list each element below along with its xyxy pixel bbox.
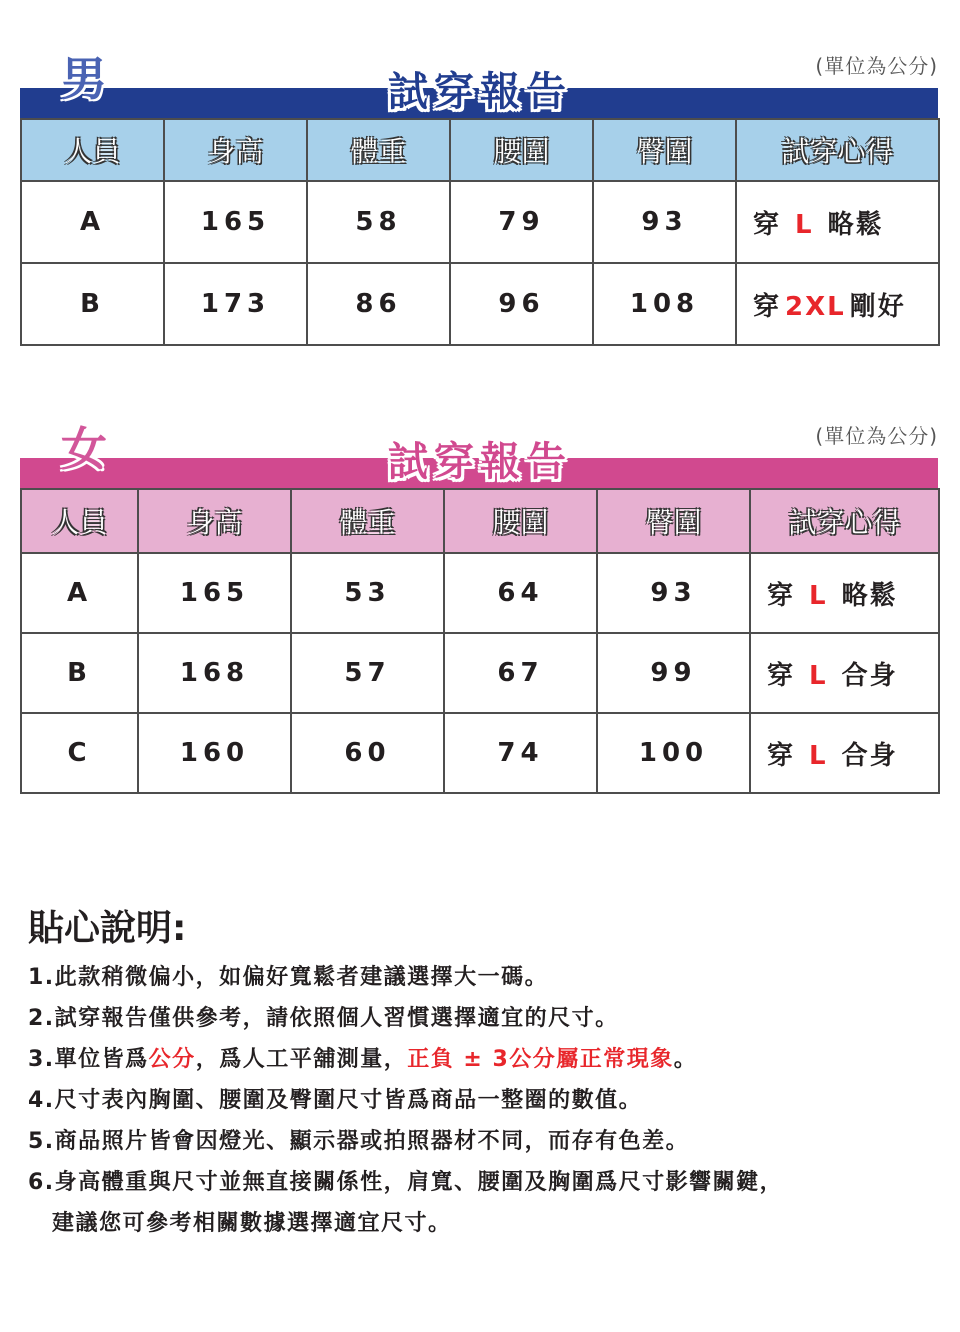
note-3 bbox=[28, 1039, 948, 1080]
cell-fit bbox=[750, 553, 939, 633]
fit-result: 合身 bbox=[841, 660, 898, 691]
fit-result: 剛好 bbox=[849, 291, 906, 322]
cell-height: 168 bbox=[138, 633, 291, 713]
cell-height: 165 bbox=[164, 181, 307, 263]
header-fit: 試穿心得 bbox=[736, 119, 939, 181]
note-3-part: 3.單位皆爲 bbox=[28, 1047, 149, 1072]
gender-label: 女 bbox=[61, 422, 107, 476]
header-waist: 腰圍 bbox=[450, 119, 593, 181]
cell-fit bbox=[750, 633, 939, 713]
cell-waist: 96 bbox=[450, 263, 593, 345]
table-row bbox=[21, 181, 939, 263]
note-5: 5.商品照片皆會因燈光、顯示器或拍照器材不同，而存有色差。 bbox=[28, 1129, 690, 1154]
header-height: 身高 bbox=[164, 119, 307, 181]
fit-verb: 穿 bbox=[753, 209, 782, 240]
fit-result: 略鬆 bbox=[841, 580, 898, 611]
header-person: 人員 bbox=[21, 119, 164, 181]
notes-section bbox=[28, 900, 948, 1244]
cell-weight: 53 bbox=[291, 553, 444, 633]
header-hip: 臀圍 bbox=[597, 489, 750, 553]
size-table bbox=[20, 118, 940, 346]
cell-person: B bbox=[21, 263, 164, 345]
cell-weight: 57 bbox=[291, 633, 444, 713]
table-header-row bbox=[21, 119, 939, 181]
table-row bbox=[21, 713, 939, 793]
report-title: 試穿報告 bbox=[388, 69, 572, 115]
note-3-part: ，爲人工平舖測量， bbox=[195, 1047, 408, 1072]
note-2: 2.試穿報告僅供參考，請依照個人習慣選擇適宜的尺寸。 bbox=[28, 1006, 619, 1031]
header-person: 人員 bbox=[21, 489, 138, 553]
size-table bbox=[20, 488, 940, 794]
cell-person: A bbox=[21, 553, 138, 633]
cell-person: B bbox=[21, 633, 138, 713]
note-4: 4.尺寸表內胸圍、腰圍及臀圍尺寸皆爲商品一整圈的數值。 bbox=[28, 1088, 643, 1113]
note-6: 6.身高體重與尺寸並無直接關係性，肩寬、腰圍及胸圍爲尺寸影響關鍵， bbox=[28, 1170, 784, 1195]
cell-weight: 58 bbox=[307, 181, 450, 263]
header-fit: 試穿心得 bbox=[750, 489, 939, 553]
header-hip: 臀圍 bbox=[593, 119, 736, 181]
cell-height: 160 bbox=[138, 713, 291, 793]
cell-waist: 74 bbox=[444, 713, 597, 793]
note-3-part: 。 bbox=[673, 1047, 698, 1072]
header-weight: 體重 bbox=[291, 489, 444, 553]
cell-fit bbox=[736, 181, 939, 263]
fit-size: L bbox=[795, 209, 814, 240]
fit-verb: 穿 bbox=[767, 740, 796, 771]
table-row bbox=[21, 633, 939, 713]
header-waist: 腰圍 bbox=[444, 489, 597, 553]
cell-fit bbox=[736, 263, 939, 345]
table-row bbox=[21, 553, 939, 633]
cell-person: C bbox=[21, 713, 138, 793]
cell-hip: 99 bbox=[597, 633, 750, 713]
cell-weight: 60 bbox=[291, 713, 444, 793]
cell-hip: 100 bbox=[597, 713, 750, 793]
unit-note: (單位為公分) bbox=[815, 54, 938, 78]
fit-result: 略鬆 bbox=[827, 209, 884, 240]
fit-result: 合身 bbox=[841, 740, 898, 771]
table-row bbox=[21, 263, 939, 345]
cell-waist: 79 bbox=[450, 181, 593, 263]
cell-height: 173 bbox=[164, 263, 307, 345]
gender-label: 男 bbox=[61, 52, 107, 106]
note-6-continued: 建議您可參考相關數據選擇適宜尺寸。 bbox=[52, 1211, 452, 1236]
table-header-row bbox=[21, 489, 939, 553]
cell-waist: 67 bbox=[444, 633, 597, 713]
report-title: 試穿報告 bbox=[388, 439, 572, 485]
fit-size: 2XL bbox=[785, 291, 846, 322]
cell-hip: 108 bbox=[593, 263, 736, 345]
fit-size: L bbox=[809, 580, 828, 611]
cell-hip: 93 bbox=[597, 553, 750, 633]
note-3-highlight: 正負 ± 3公分屬正常現象 bbox=[407, 1047, 674, 1072]
cell-hip: 93 bbox=[593, 181, 736, 263]
fit-verb: 穿 bbox=[753, 291, 782, 322]
header-weight: 體重 bbox=[307, 119, 450, 181]
note-3-highlight: 公分 bbox=[148, 1047, 196, 1072]
fit-size: L bbox=[809, 740, 828, 771]
cell-person: A bbox=[21, 181, 164, 263]
cell-weight: 86 bbox=[307, 263, 450, 345]
fit-verb: 穿 bbox=[767, 660, 796, 691]
note-1: 1.此款稍微偏小，如偏好寬鬆者建議選擇大一碼。 bbox=[28, 965, 549, 990]
cell-fit bbox=[750, 713, 939, 793]
cell-waist: 64 bbox=[444, 553, 597, 633]
header-height: 身高 bbox=[138, 489, 291, 553]
fit-verb: 穿 bbox=[767, 580, 796, 611]
unit-note: (單位為公分) bbox=[815, 424, 938, 448]
fit-size: L bbox=[809, 660, 828, 691]
cell-height: 165 bbox=[138, 553, 291, 633]
notes-heading: 貼心說明: bbox=[28, 908, 187, 949]
